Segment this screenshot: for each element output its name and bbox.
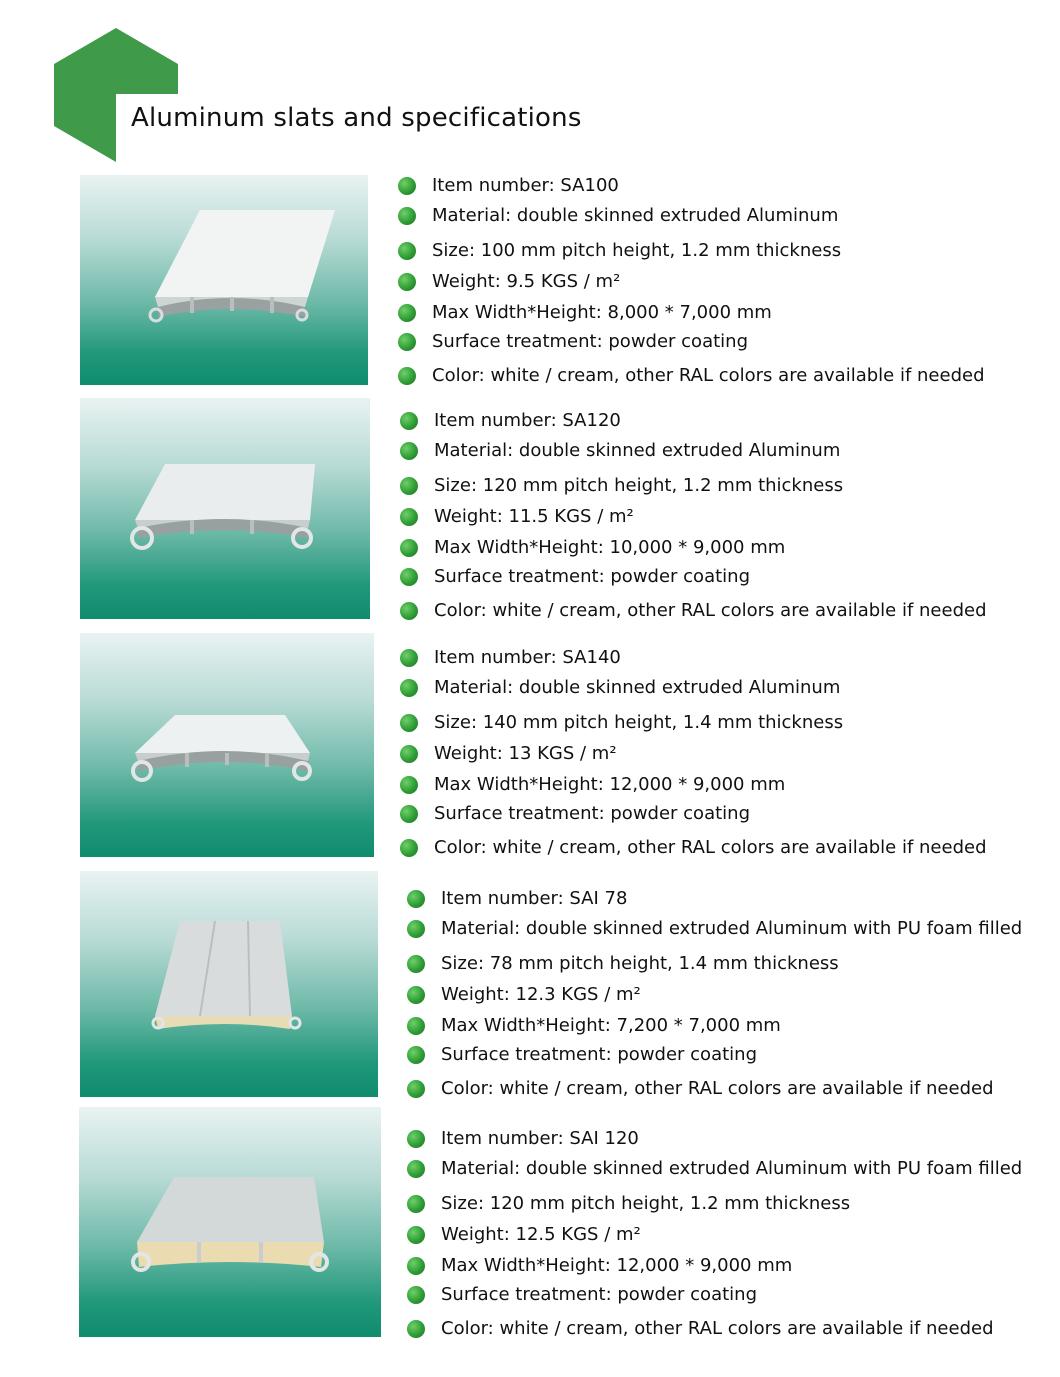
green-bullet-icon	[400, 477, 418, 495]
green-bullet-icon	[407, 1046, 425, 1064]
slat-photo	[80, 633, 374, 857]
green-bullet-icon	[400, 649, 418, 667]
green-bullet-icon	[407, 986, 425, 1004]
slat-photo	[80, 398, 370, 619]
spec-text: Max Width*Height: 10,000 * 9,000 mm	[434, 537, 786, 558]
slat-profile-icon	[80, 398, 370, 619]
spec-text: Item number: SA140	[434, 647, 621, 668]
green-bullet-icon	[398, 242, 416, 260]
spec-text: Weight: 12.5 KGS / m²	[441, 1224, 641, 1245]
green-bullet-icon	[400, 539, 418, 557]
green-bullet-icon	[400, 745, 418, 763]
green-bullet-icon	[400, 568, 418, 586]
green-bullet-icon	[398, 367, 416, 385]
spec-text: Weight: 13 KGS / m²	[434, 743, 617, 764]
green-bullet-icon	[407, 955, 425, 973]
foam-slat-profile-icon	[80, 871, 378, 1097]
spec-text: Surface treatment: powder coating	[432, 331, 748, 352]
spec-text: Weight: 12.3 KGS / m²	[441, 984, 641, 1005]
green-bullet-icon	[400, 839, 418, 857]
green-bullet-icon	[407, 1080, 425, 1098]
spec-text: Item number: SAI 120	[441, 1128, 639, 1149]
spec-text: Material: double skinned extruded Aluminum with PU foam filled	[441, 918, 1023, 939]
green-bullet-icon	[400, 508, 418, 526]
green-bullet-icon	[400, 412, 418, 430]
green-bullet-icon	[398, 177, 416, 195]
slat-photo	[79, 1107, 381, 1337]
spec-text: Color: white / cream, other RAL colors are available if needed	[432, 365, 985, 386]
spec-text: Surface treatment: powder coating	[434, 803, 750, 824]
spec-text: Max Width*Height: 7,200 * 7,000 mm	[441, 1015, 781, 1036]
spec-text: Item number: SAI 78	[441, 888, 628, 909]
green-bullet-icon	[398, 304, 416, 322]
spec-text: Item number: SA120	[434, 410, 621, 431]
spec-text: Material: double skinned extruded Aluminum with PU foam filled	[441, 1158, 1023, 1179]
green-bullet-icon	[400, 714, 418, 732]
green-bullet-icon	[407, 1160, 425, 1178]
spec-text: Item number: SA100	[432, 175, 619, 196]
slat-photo	[80, 175, 368, 385]
green-bullet-icon	[407, 1195, 425, 1213]
spec-text: Size: 78 mm pitch height, 1.4 mm thickness	[441, 953, 839, 974]
green-bullet-icon	[400, 602, 418, 620]
green-bullet-icon	[407, 1320, 425, 1338]
spec-text: Weight: 11.5 KGS / m²	[434, 506, 634, 527]
green-bullet-icon	[400, 679, 418, 697]
green-bullet-icon	[407, 1286, 425, 1304]
spec-text: Size: 120 mm pitch height, 1.2 mm thickness	[434, 475, 844, 496]
green-bullet-icon	[407, 1017, 425, 1035]
hexagon-logo-icon	[54, 28, 178, 162]
green-bullet-icon	[407, 1257, 425, 1275]
foam-slat-profile-icon	[79, 1107, 381, 1337]
spec-text: Surface treatment: powder coating	[434, 566, 750, 587]
spec-text: Material: double skinned extruded Aluminum	[434, 677, 841, 698]
spec-text: Max Width*Height: 8,000 * 7,000 mm	[432, 302, 772, 323]
green-bullet-icon	[398, 273, 416, 291]
slat-photo	[80, 871, 378, 1097]
spec-text: Size: 140 mm pitch height, 1.4 mm thickness	[434, 712, 844, 733]
green-bullet-icon	[398, 333, 416, 351]
spec-text: Size: 120 mm pitch height, 1.2 mm thickness	[441, 1193, 851, 1214]
green-bullet-icon	[407, 1226, 425, 1244]
spec-text: Max Width*Height: 12,000 * 9,000 mm	[441, 1255, 793, 1276]
spec-text: Material: double skinned extruded Aluminum	[432, 205, 839, 226]
spec-text: Color: white / cream, other RAL colors are available if needed	[441, 1078, 994, 1099]
spec-text: Color: white / cream, other RAL colors are available if needed	[434, 837, 987, 858]
spec-text: Surface treatment: powder coating	[441, 1044, 757, 1065]
green-bullet-icon	[407, 1130, 425, 1148]
green-bullet-icon	[400, 776, 418, 794]
spec-text: Max Width*Height: 12,000 * 9,000 mm	[434, 774, 786, 795]
spec-text: Color: white / cream, other RAL colors are available if needed	[441, 1318, 994, 1339]
page-title: Aluminum slats and specifications	[131, 103, 582, 133]
spec-text: Size: 100 mm pitch height, 1.2 mm thickness	[432, 240, 842, 261]
spec-text: Material: double skinned extruded Aluminum	[434, 440, 841, 461]
slat-profile-icon	[80, 633, 374, 857]
spec-text: Color: white / cream, other RAL colors are available if needed	[434, 600, 987, 621]
green-bullet-icon	[400, 442, 418, 460]
slat-profile-icon	[80, 175, 368, 385]
green-bullet-icon	[407, 890, 425, 908]
spec-text: Weight: 9.5 KGS / m²	[432, 271, 621, 292]
spec-text: Surface treatment: powder coating	[441, 1284, 757, 1305]
green-bullet-icon	[400, 805, 418, 823]
green-bullet-icon	[407, 920, 425, 938]
green-bullet-icon	[398, 207, 416, 225]
